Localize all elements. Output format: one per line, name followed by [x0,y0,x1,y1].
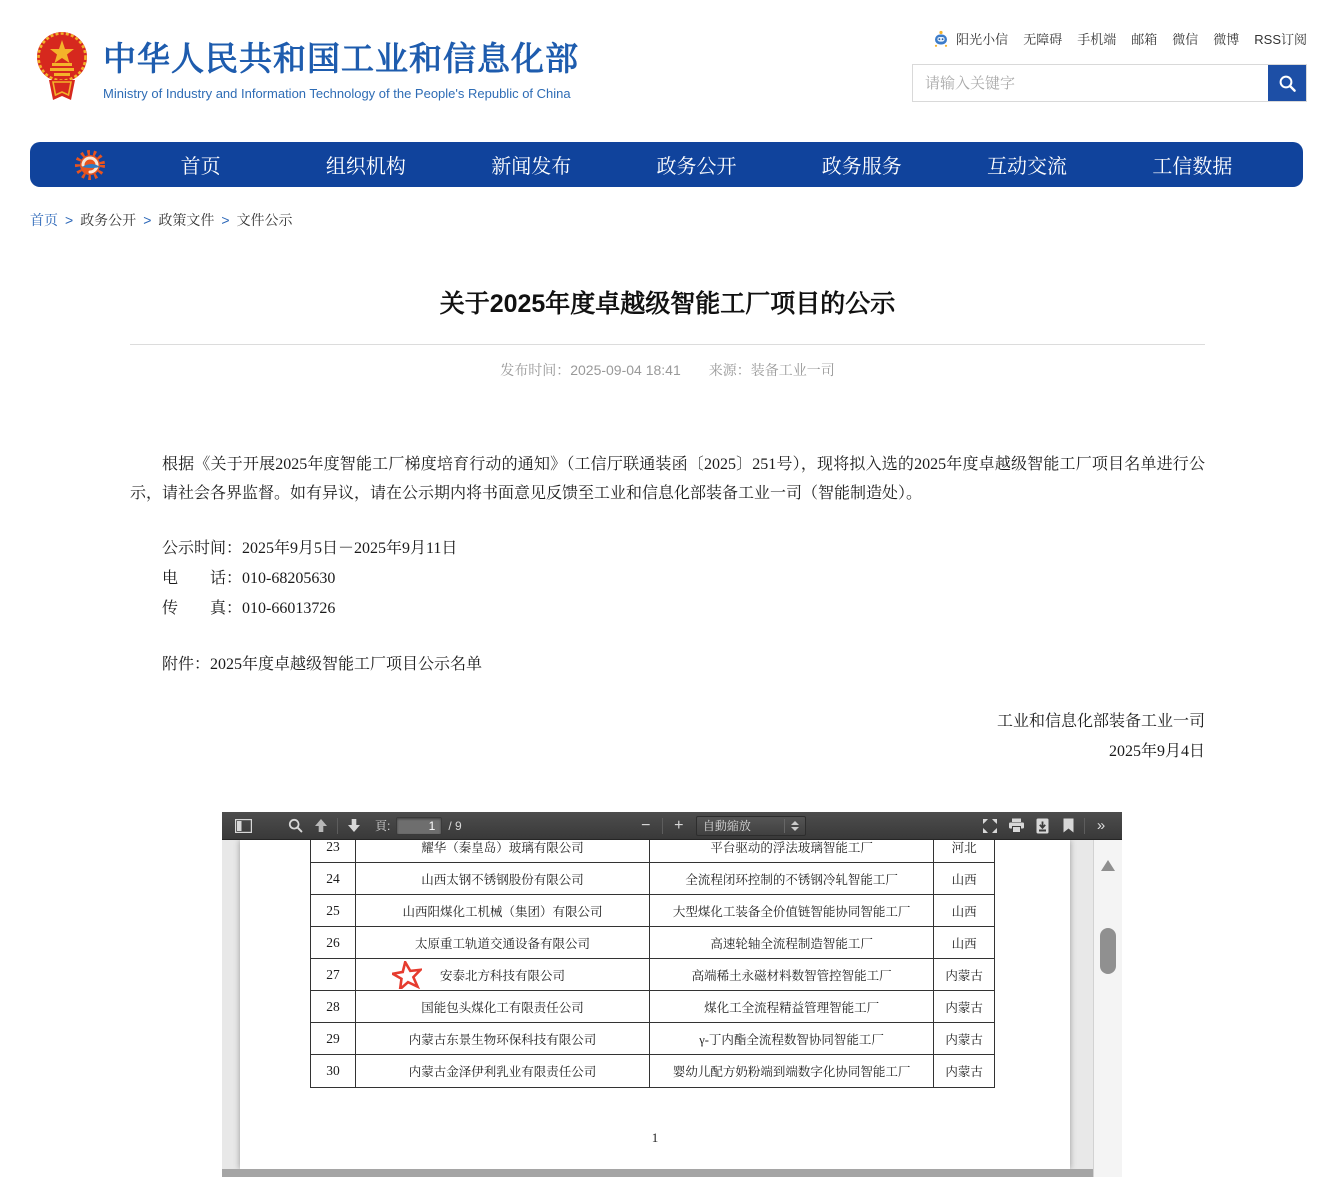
zoom-mode-select[interactable] [696,816,806,836]
quick-link-0[interactable]: 阳光小信 [956,32,1009,47]
scroll-up-arrow-icon[interactable] [1101,860,1115,871]
pdf-search-icon [288,818,303,833]
quick-link-2[interactable]: 手机端 [1077,32,1117,47]
article [130,284,1205,767]
scrollbar-thumb[interactable] [1100,928,1116,974]
page-title: 关于2025年度卓越级智能工厂项目的公示 [439,290,896,318]
breadcrumb-item-2[interactable]: 政策文件 [158,212,215,228]
arrow-up-icon [314,818,328,833]
cell-province: 河北 [951,840,977,855]
site-brand [35,30,579,104]
breadcrumb-separator: > [221,212,230,228]
search-button[interactable] [1268,65,1306,101]
cell-number: 26 [311,927,356,958]
table-row [311,863,994,895]
cell-province: 山西 [951,936,977,951]
table-row [311,927,994,959]
select-spinner-icon [791,821,799,831]
article-body [130,450,1205,767]
article-paragraph: 根据《关于开展2025年度智能工厂梯度培育行动的通知》（工信厅联通装函〔2025〕251号），现将拟入选的2025年度卓越级智能工厂项目名单进行公示，请社会各界监督。如有异议，请在公示期内将书面意见反馈至工业和信息化部装备工业一司（智能制造处）。 [130,456,1205,502]
cell-company: 山西阳煤化工机械（集团）有限公司 [356,895,650,926]
toolbar-more-button[interactable]: » [1096,817,1106,834]
source-value: 装备工业一司 [750,362,835,378]
breadcrumb [30,210,293,230]
main-navigation [30,142,1303,187]
nav-item-1[interactable]: 组织机构 [325,156,406,178]
table-row [311,840,994,863]
arrow-down-icon [347,818,361,833]
cell-number: 28 [311,991,356,1022]
nav-item-5[interactable]: 互动交流 [987,156,1068,178]
search-input[interactable] [913,65,1268,101]
zoom-in-button[interactable]: + [674,816,684,834]
nav-item-2[interactable]: 新闻发布 [491,156,572,178]
quick-link-1[interactable]: 无障碍 [1023,32,1063,47]
pdf-page [240,840,1070,1169]
table-row [311,1055,994,1087]
cell-project: 煤化工全流程精益管理智能工厂 [650,991,934,1022]
search-icon [1278,74,1297,93]
attachment-line [130,650,1205,680]
quick-link-3[interactable]: 邮箱 [1131,32,1158,47]
fax-line: 传 真：010-66013726 [162,600,336,617]
nav-item-4[interactable]: 政务服务 [821,156,902,178]
pdf-viewer [222,812,1122,1177]
contact-info [130,534,1205,624]
quick-links-bar [933,29,1307,48]
cell-province: 内蒙古 [945,1032,983,1047]
cell-company: 国能包头煤化工有限责任公司 [356,991,650,1022]
cell-province: 山西 [951,872,977,887]
pdf-page-footer-number: 1 [651,1130,659,1145]
cell-number: 25 [311,895,356,926]
cell-company: 内蒙古金泽伊利乳业有限责任公司 [356,1055,650,1087]
signature-department: 工业和信息化部装备工业一司 [996,713,1205,730]
table-row [311,1023,994,1055]
publish-time: 2025-09-04 18:41 [570,362,681,378]
cell-project: 大型煤化工装备全价值链智能协同智能工厂 [650,895,934,926]
cell-number: 29 [311,1023,356,1054]
breadcrumb-item-3: 文件公示 [236,212,293,228]
cell-company: 内蒙古东景生物环保科技有限公司 [356,1023,650,1054]
zoom-mode-value: 自動縮放 [702,819,751,833]
quick-link-6[interactable]: RSS订阅 [1254,32,1307,47]
bookmark-button[interactable] [1055,814,1081,838]
cell-company: 太原重工轨道交通设备有限公司 [356,927,650,958]
miit-gear-logo-icon [72,147,108,183]
cell-number: 30 [311,1055,356,1087]
sidebar-toggle-button[interactable] [230,814,256,838]
breadcrumb-item-1[interactable]: 政务公开 [80,212,137,228]
publish-time-label: 发布时间： [500,362,571,378]
national-emblem-logo[interactable] [35,30,89,104]
cell-company: 山西太钢不锈钢股份有限公司 [356,863,650,894]
robot-assistant-icon [933,30,949,48]
smart-factory-table [310,840,995,1088]
presentation-mode-button[interactable] [977,814,1003,838]
page-total: / 9 [448,818,462,833]
pdf-content-area [222,840,1122,1177]
site-title-en: Ministry of Industry and Information Technology of the People's Republic of China [103,86,571,101]
download-icon [1035,818,1050,834]
cell-province: 山西 [951,904,977,919]
breadcrumb-item-0[interactable]: 首页 [30,212,58,228]
table-row [311,895,994,927]
article-meta [130,360,1205,380]
page-number-input[interactable] [396,817,442,835]
print-button[interactable] [1003,814,1029,838]
site-title-cn: 中华人民共和国工业和信息化部 [103,40,579,77]
cell-number: 27 [311,959,356,990]
breadcrumb-separator: > [143,212,152,228]
bookmark-icon [1063,818,1074,833]
quick-link-5[interactable]: 微博 [1213,32,1240,47]
previous-page-button[interactable] [308,814,334,838]
brand-text [103,33,579,101]
cell-project: 高端稀土永磁材料数智管控智能工厂 [650,959,934,990]
cell-project: 婴幼儿配方奶粉端到端数字化协同智能工厂 [650,1055,934,1087]
source-label: 来源： [708,362,751,378]
phone-line: 电 话：010-68205630 [162,570,336,587]
table-row [311,991,994,1023]
notice-period: 公示时间：2025年9月5日－2025年9月11日 [162,540,458,557]
table-row [311,959,994,991]
cell-company: 耀华（秦皇岛）玻璃有限公司 [356,840,650,862]
cell-province: 内蒙古 [945,1065,983,1079]
pdf-scrollbar[interactable] [1093,840,1122,1177]
quick-links [956,29,1307,48]
cell-province: 内蒙古 [945,1000,983,1015]
attachment-link[interactable]: 2025年度卓越级智能工厂项目公示名单 [210,656,483,673]
title-divider [130,344,1205,345]
nav-items [118,150,1275,179]
signature-date: 2025年9月4日 [1108,743,1205,760]
sidebar-toggle-icon [235,819,252,833]
page-number-label: 頁: [375,819,391,833]
next-page-button[interactable] [341,814,367,838]
viewer-bottom-strip [222,1169,1093,1177]
printer-icon [1008,818,1025,833]
star-annotation-icon [392,961,422,989]
quick-link-4[interactable]: 微信 [1172,32,1199,47]
cell-project: 全流程闭环控制的不锈钢冷轧智能工厂 [650,863,934,894]
breadcrumb-separator: > [65,212,74,228]
fullscreen-icon [982,818,998,834]
cell-project: 高速轮轴全流程制造智能工厂 [650,927,934,958]
site-search-bar [912,64,1307,102]
signature-block [130,707,1205,767]
cell-province: 内蒙古 [945,968,983,983]
cell-project: 平台驱动的浮法玻璃智能工厂 [650,840,934,862]
nav-item-6[interactable]: 工信数据 [1152,156,1233,178]
cell-project: γ-丁内酯全流程数智协同智能工厂 [650,1023,934,1054]
zoom-out-button[interactable]: − [641,816,651,834]
cell-number: 24 [311,863,356,894]
download-button[interactable] [1029,814,1055,838]
attachment-label: 附件： [162,656,211,673]
nav-item-0[interactable]: 首页 [180,156,221,178]
nav-item-3[interactable]: 政务公开 [656,156,737,178]
pdf-toolbar [222,812,1122,840]
cell-number: 23 [311,840,356,862]
pdf-search-button[interactable] [282,814,308,838]
cell-company: 安泰北方科技有限公司 [356,959,650,990]
